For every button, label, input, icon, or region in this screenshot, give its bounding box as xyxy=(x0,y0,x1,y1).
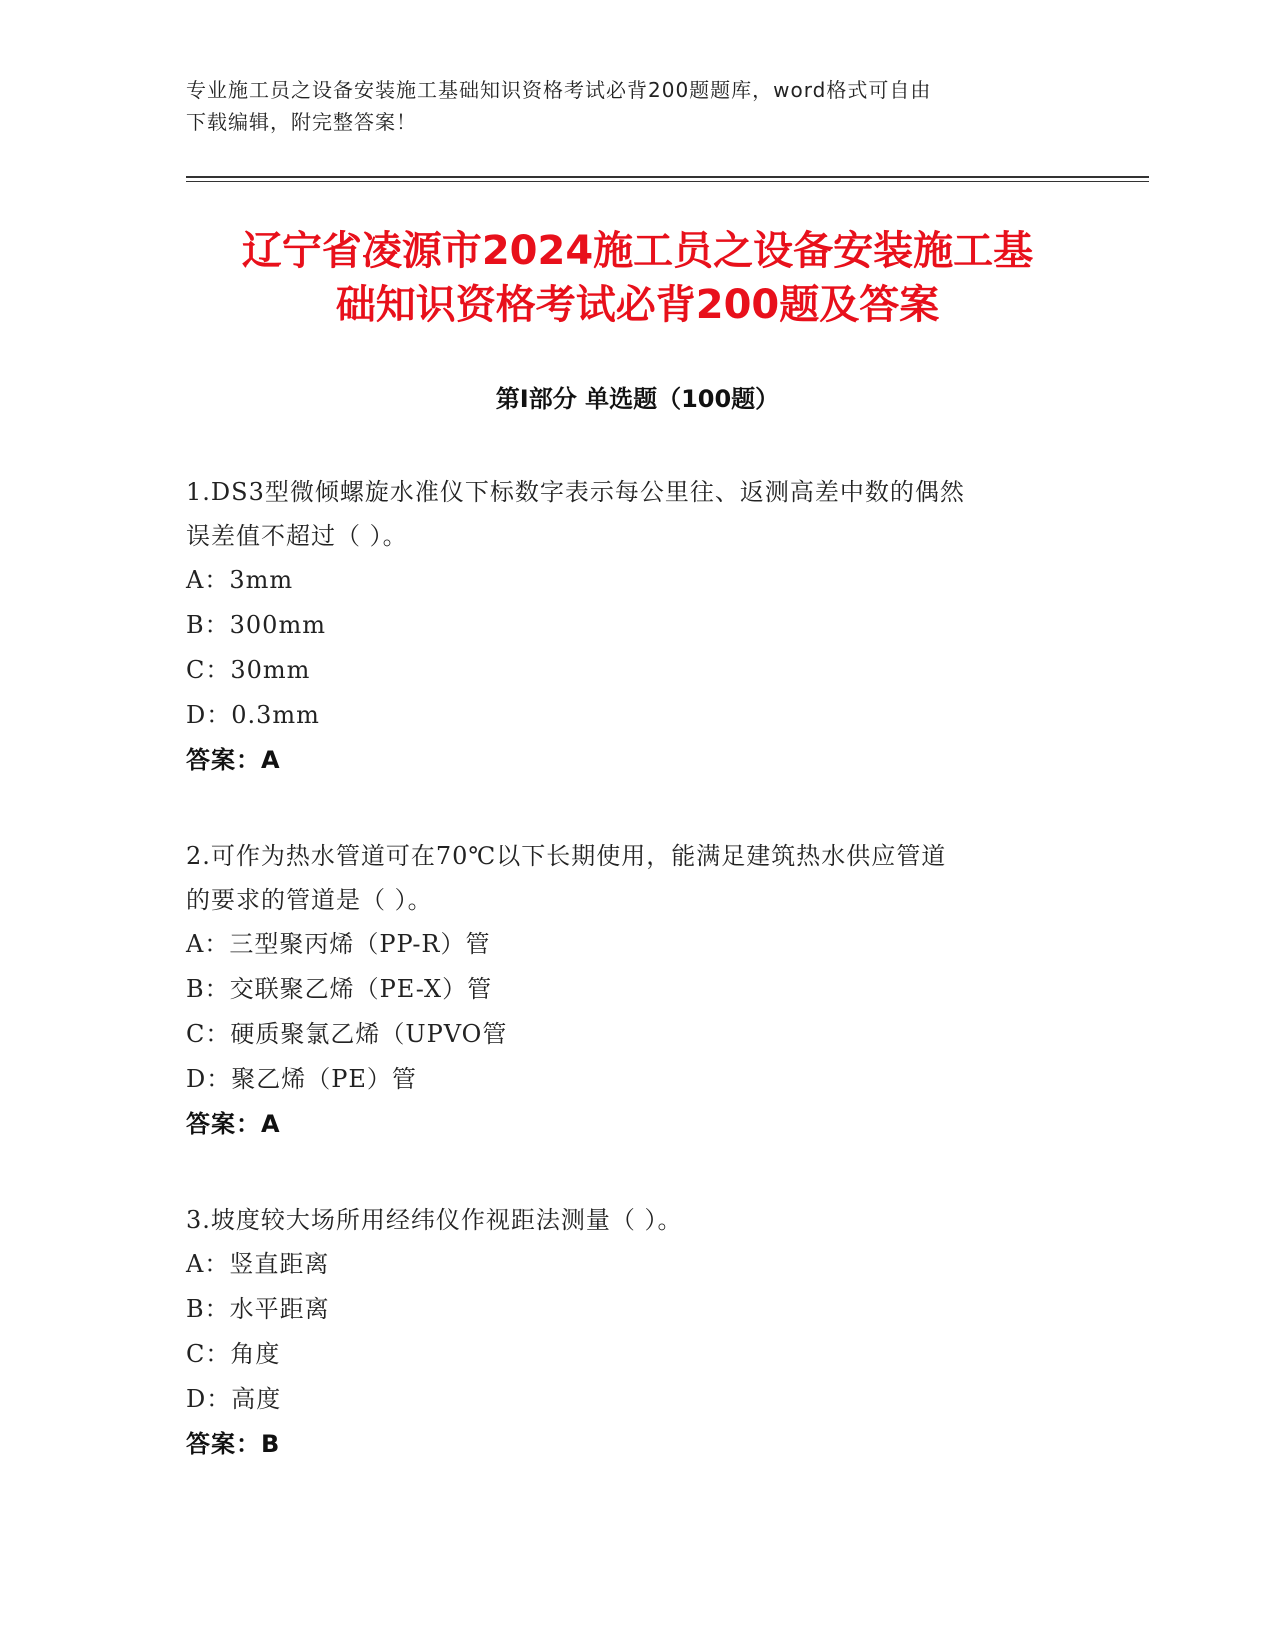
question-stem xyxy=(186,1198,1086,1242)
header-note-line: 下载编辑，附完整答案！ xyxy=(186,110,417,134)
option-b: B：交联聚乙烯（PE-X）管 xyxy=(186,975,493,1003)
option-a: A：三型聚丙烯（PP-R）管 xyxy=(186,930,491,958)
question-stem-line: 1.DS3型微倾螺旋水准仪下标数字表示每公里往、返测高差中数的偶然 xyxy=(186,478,965,506)
answer-label: 答案：A xyxy=(186,746,281,774)
title-line: 础知识资格考试必背200题及答案 xyxy=(335,282,940,328)
answer-label: 答案：B xyxy=(186,1430,281,1458)
question-stem xyxy=(186,834,1086,922)
option-b: B：水平距离 xyxy=(186,1295,330,1323)
document-title xyxy=(150,224,1125,332)
answer-label: 答案：A xyxy=(186,1110,281,1138)
question-stem-line: 的要求的管道是（ ）。 xyxy=(186,886,433,914)
option-a: A：3mm xyxy=(186,566,294,594)
question-item xyxy=(186,1198,1086,1467)
option-c: C：角度 xyxy=(186,1340,281,1368)
section-heading: 第Ⅰ部分 单选题（100题） xyxy=(495,385,780,413)
option-b: B：300mm xyxy=(186,611,326,639)
header-divider xyxy=(186,181,1149,182)
question-item xyxy=(186,470,1086,783)
question-item xyxy=(186,834,1086,1147)
option-d: D：聚乙烯（PE）管 xyxy=(186,1065,417,1093)
question-stem-line: 误差值不超过（ ）。 xyxy=(186,522,408,550)
header-divider xyxy=(186,176,1149,178)
question-stem xyxy=(186,470,1086,558)
option-c: C：30mm xyxy=(186,656,311,684)
option-c: C：硬质聚氯乙烯（UPVO管 xyxy=(186,1020,508,1048)
option-d: D：0.3mm xyxy=(186,701,320,729)
question-stem-line: 3.坡度较大场所用经纬仪作视距法测量（ ）。 xyxy=(186,1206,683,1234)
option-a: A：竖直距离 xyxy=(186,1250,330,1278)
option-d: D：高度 xyxy=(186,1385,282,1413)
header-note-line: 专业施工员之设备安装施工基础知识资格考试必背200题题库，word格式可自由 xyxy=(186,78,932,102)
question-stem-line: 2.可作为热水管道可在70℃以下长期使用，能满足建筑热水供应管道 xyxy=(186,842,947,870)
title-line: 辽宁省凌源市2024施工员之设备安装施工基 xyxy=(241,228,1034,274)
header-note xyxy=(186,74,1066,138)
